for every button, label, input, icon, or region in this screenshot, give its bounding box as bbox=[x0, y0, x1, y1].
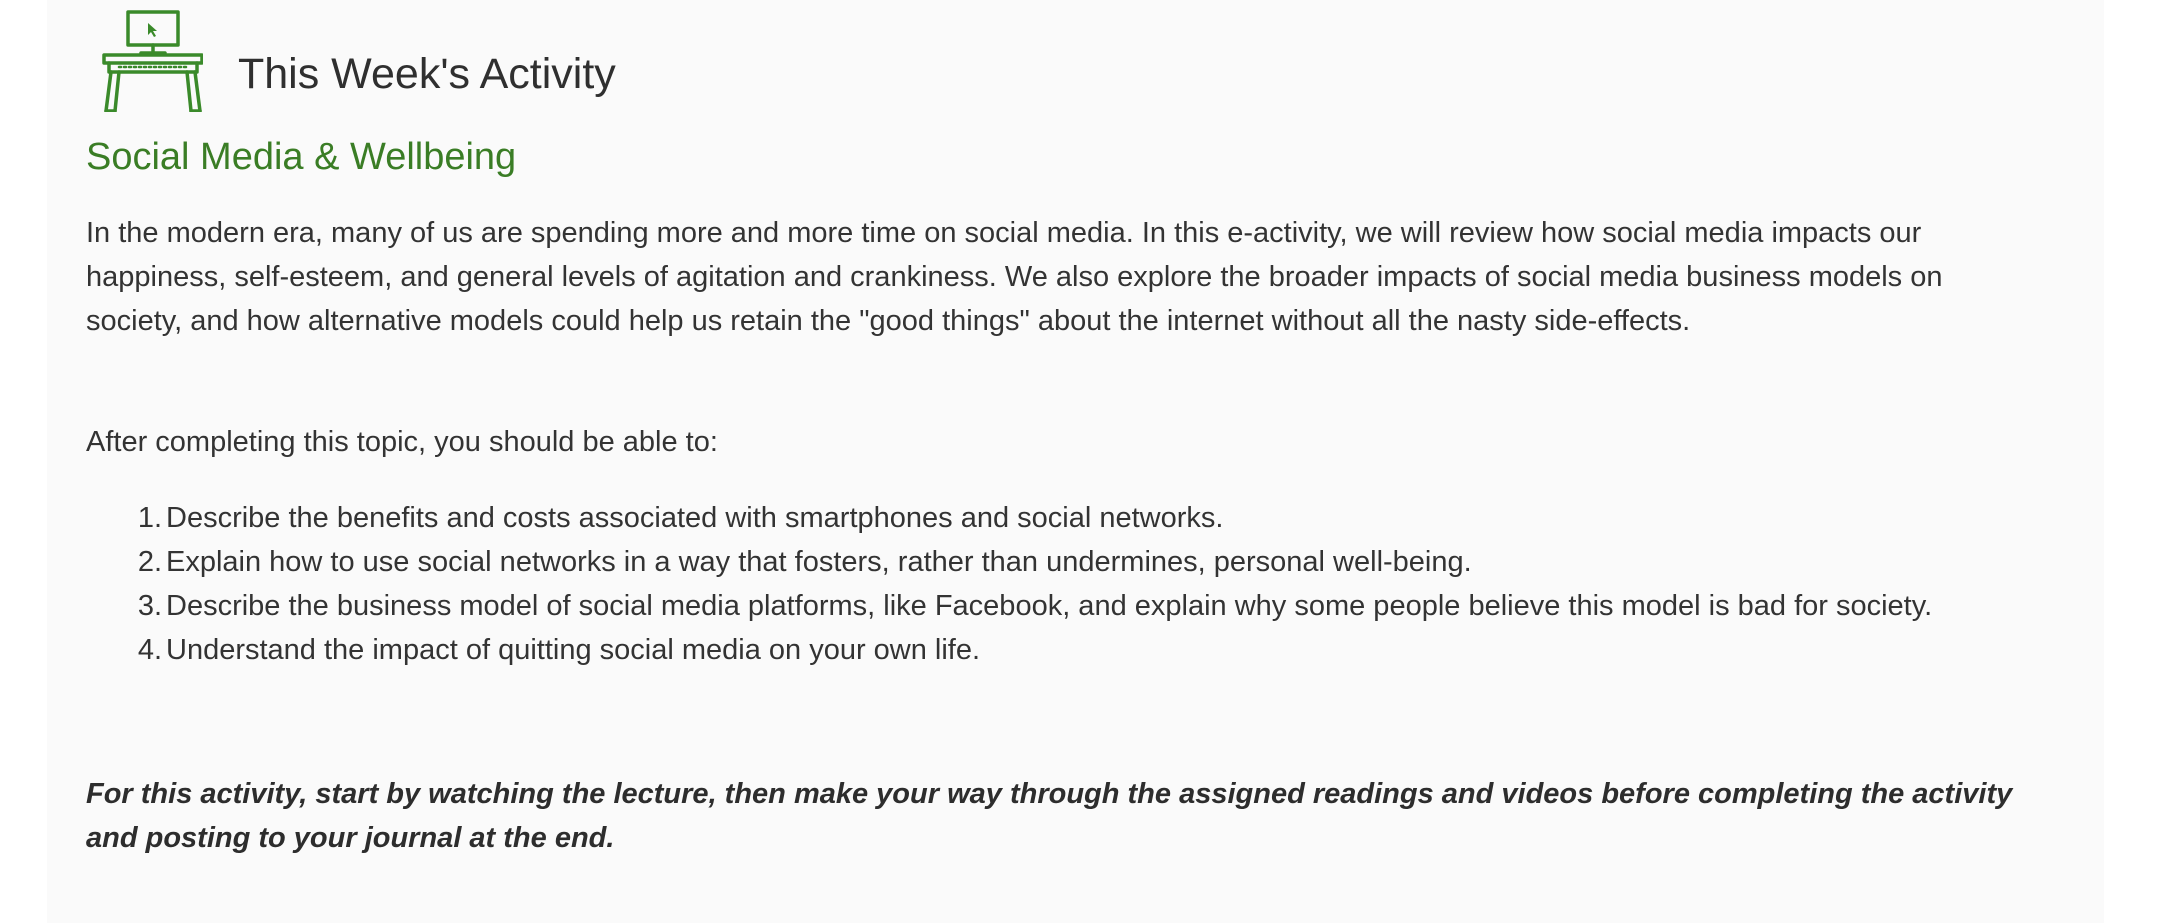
intro-paragraph: In the modern era, many of us are spending more and more time on social media. In this e-activity, we will review how social media impacts our happiness, self-esteem, and general levels of agitation and crankiness. We also explore the broader impacts of social media business models on society, and how alternative models could help us retain the "good things" about the internet without all the nasty side-effects. bbox=[86, 217, 1943, 337]
objective-item bbox=[86, 496, 1996, 540]
objective-number: 1. bbox=[137, 502, 162, 534]
objective-text: Explain how to use social networks in a way that fosters, rather than undermines, personal well-being. bbox=[166, 546, 1472, 578]
topic-title: Social Media & Wellbeing bbox=[86, 136, 517, 178]
page-title: This Week's Activity bbox=[238, 50, 616, 98]
objective-text: Describe the benefits and costs associated with smartphones and social networks. bbox=[166, 502, 1224, 534]
objective-item bbox=[86, 628, 1996, 672]
activity-instruction: For this activity, start by watching the lecture, then make your way through the assigned readings and videos before completing the activity and posting to your journal at the end. bbox=[86, 778, 2013, 854]
objective-text: Understand the impact of quitting social media on your own life. bbox=[166, 634, 981, 666]
desk-computer-icon bbox=[99, 8, 203, 112]
objective-item bbox=[86, 584, 1996, 628]
activity-header bbox=[99, 8, 203, 112]
objectives-lead-in: After completing this topic, you should be able to: bbox=[86, 426, 718, 458]
objective-item bbox=[86, 540, 1996, 584]
objective-number: 2. bbox=[137, 546, 162, 578]
objective-text: Describe the business model of social media platforms, like Facebook, and explain why some people believe this model is bad for society. bbox=[166, 590, 1933, 622]
objectives-list bbox=[86, 496, 1996, 672]
objective-number: 4. bbox=[137, 634, 162, 666]
objective-number: 3. bbox=[137, 590, 162, 622]
